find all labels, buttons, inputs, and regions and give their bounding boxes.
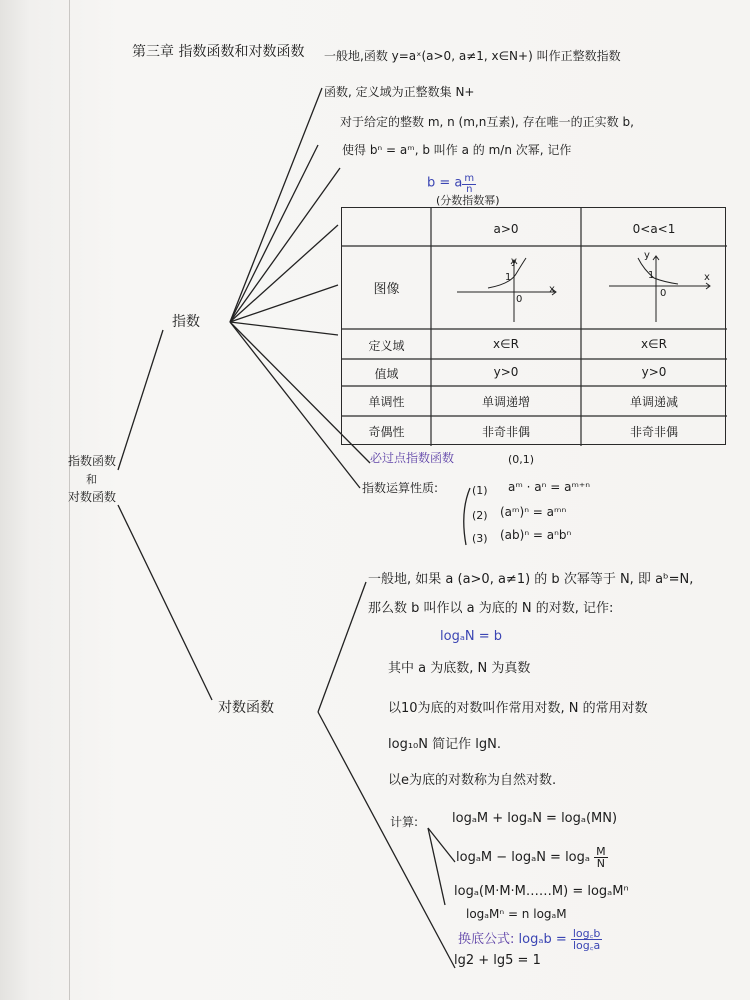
root-label-2: 和 bbox=[86, 473, 97, 486]
graph2-one: 1 bbox=[648, 270, 655, 281]
log-calc-label: 计算: bbox=[390, 815, 419, 829]
exp-property-table bbox=[341, 207, 726, 445]
exp-frac-note: (分数指数幂) bbox=[436, 194, 500, 207]
fixed-point-coord: (0,1) bbox=[508, 453, 535, 466]
exp-op-formula: (ab)ⁿ = aⁿbⁿ bbox=[500, 528, 572, 542]
log-line4: 以10为底的对数叫作常用对数, N 的常用对数 bbox=[388, 701, 648, 716]
graph2-y-label: y bbox=[644, 250, 650, 261]
log-calc-den: N bbox=[596, 857, 605, 870]
table-cell: 单调递减 bbox=[629, 395, 678, 409]
graph2-origin: 0 bbox=[660, 288, 667, 299]
exp-frac-formula bbox=[427, 174, 476, 195]
exp-op-num: (3) bbox=[472, 532, 488, 545]
exp-frac-line1: 对于给定的整数 m, n (m,n互素), 存在唯一的正实数 b, bbox=[340, 115, 634, 129]
table-cell: x∈R bbox=[493, 337, 519, 351]
exp-frac-line2: 使得 bⁿ = aᵐ, b 叫作 a 的 m/n 次幂, 记作 bbox=[342, 143, 572, 157]
exp-op-formula: aᵐ · aⁿ = aᵐ⁺ⁿ bbox=[508, 480, 591, 494]
table-row-image-label: 图像 bbox=[373, 282, 400, 297]
table-cell: y>0 bbox=[641, 365, 667, 379]
chapter-title: 第三章 指数函数和对数函数 bbox=[132, 44, 305, 60]
log-calc-item bbox=[456, 846, 608, 869]
table-row-label: 奇偶性 bbox=[368, 425, 405, 439]
graph2-x-label: x bbox=[704, 272, 710, 283]
table-cell: 非奇非偶 bbox=[481, 425, 530, 439]
exp-frac-den: n bbox=[466, 184, 473, 195]
log-def-formula: logₐN = b bbox=[440, 629, 503, 644]
log-calc-item: logₐM + logₐN = logₐ(MN) bbox=[452, 811, 618, 826]
table-row-label: 定义域 bbox=[368, 339, 405, 353]
table-row-label: 单调性 bbox=[368, 395, 405, 409]
exp-op-num: (2) bbox=[472, 509, 488, 522]
table-grid bbox=[342, 208, 727, 446]
fixed-point-label: 必过点指数函数 bbox=[370, 451, 455, 465]
exp-def-line2: 函数, 定义域为正整数集 N+ bbox=[324, 85, 475, 99]
table-header-a-gt-0: a>0 bbox=[493, 222, 519, 236]
log-calc-item: logₐ(M·M·M……M) = logₐMⁿ bbox=[454, 884, 629, 899]
table-cell: 非奇非偶 bbox=[629, 425, 678, 439]
log-change-fraction bbox=[571, 928, 603, 951]
root-label-3: 对数函数 bbox=[68, 490, 117, 504]
log-calc-item: logₐMⁿ = n logₐM bbox=[466, 907, 567, 921]
exp-op-num: (1) bbox=[472, 484, 488, 497]
table-header-a-lt-1: 0<a<1 bbox=[632, 222, 676, 236]
log-def-line2: 那么数 b 叫作以 a 为底的 N 的对数, 记作: bbox=[368, 601, 614, 616]
graph1-x-label: x bbox=[549, 284, 555, 295]
log-calc-num: M bbox=[596, 845, 606, 858]
exp-frac-formula-base: b = a bbox=[427, 175, 463, 191]
table-cell: 单调递增 bbox=[481, 395, 530, 409]
log-line5: log₁₀N 简记作 lgN. bbox=[388, 737, 501, 752]
exp-def-line1: 一般地,函数 y=aˣ(a>0, a≠1, x∈N+) 叫作正整数指数 bbox=[324, 49, 621, 63]
log-change-label: 换底公式: bbox=[458, 932, 515, 947]
exp-branch-label: 指数 bbox=[172, 314, 200, 330]
exp-op-formula: (aᵐ)ⁿ = aᵐⁿ bbox=[500, 505, 567, 519]
graph-increasing bbox=[452, 252, 562, 324]
log-line3: 其中 a 为底数, N 为真数 bbox=[388, 661, 531, 676]
exp-frac-num: m bbox=[464, 173, 475, 184]
log-branch-label: 对数函数 bbox=[218, 700, 274, 716]
table-row-label: 值域 bbox=[374, 367, 399, 381]
log-change-lhs: logₐb = bbox=[518, 932, 567, 947]
graph1-origin: 0 bbox=[516, 294, 523, 305]
log-change-den: log꜀a bbox=[572, 939, 601, 952]
graph1-one: 1 bbox=[505, 272, 512, 283]
log-change-num: log꜀b bbox=[572, 927, 601, 940]
table-cell: y>0 bbox=[493, 365, 519, 379]
log-line6: 以e为底的对数称为自然对数. bbox=[388, 773, 557, 788]
graph1-y-label: y bbox=[511, 256, 517, 267]
log-change-of-base bbox=[458, 928, 602, 951]
root-label-1: 指数函数 bbox=[68, 454, 117, 468]
log-def-line1: 一般地, 如果 a (a>0, a≠1) 的 b 次幂等于 N, 即 aᵇ=N, bbox=[368, 572, 694, 587]
log-calc-item-text: logₐM − logₐN = logₐ bbox=[456, 850, 590, 865]
log-last-item: lg2 + lg5 = 1 bbox=[454, 953, 541, 968]
log-calc-fraction bbox=[594, 846, 608, 869]
table-cell: x∈R bbox=[641, 337, 667, 351]
exp-ops-label: 指数运算性质: bbox=[362, 481, 439, 495]
